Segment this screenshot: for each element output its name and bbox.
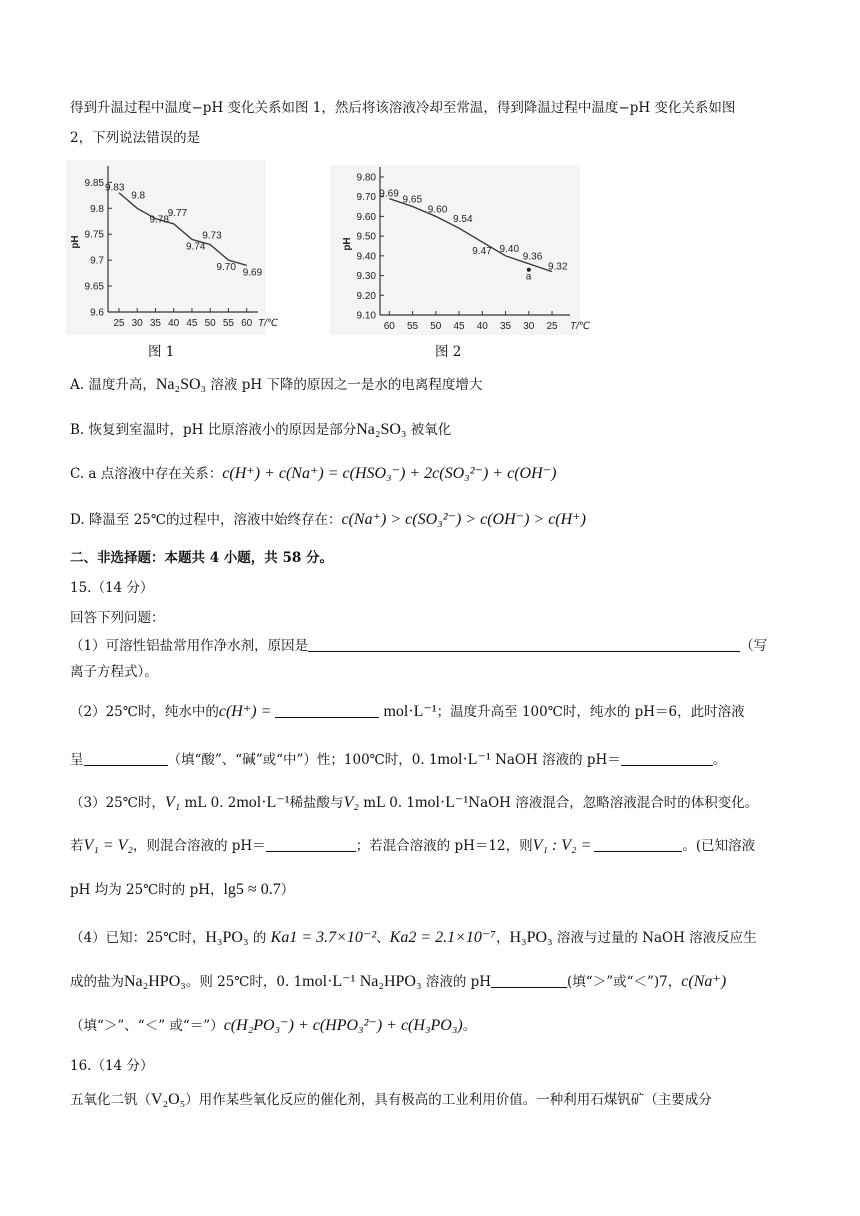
x-tick-label: 25 <box>546 321 558 332</box>
answer-blank-6[interactable] <box>594 837 682 852</box>
y-tick-label: 9.65 <box>84 281 104 293</box>
answer-blank-3[interactable] <box>84 751 168 766</box>
data-label: 9.40 <box>499 243 520 255</box>
y-tick-label: 9.40 <box>356 251 376 263</box>
x-tick-label: 50 <box>204 318 216 329</box>
option-a: A. 温度升高，Na₂SO₃ 溶液 pH 下降的原因之一是水的电离程度增大 <box>70 376 483 393</box>
q15-part1-cont: 离子方程式）。 <box>70 664 158 680</box>
data-label: 9.78 <box>149 214 169 226</box>
q15-part1: （1）可溶性铝盐常用作净水剂，原因是 （写 <box>70 638 768 654</box>
x-tick-label: 45 <box>453 321 465 332</box>
q15-part4-cont: 成的盐为Na₂HPO₃。则 25℃时，0. 1mol·L⁻¹ Na₂HPO₃ 溶液的 pH (填“＞”或“＜”)7，c(Na⁺) <box>70 973 727 990</box>
answer-blank-5[interactable] <box>266 837 356 852</box>
y-tick-label: 9.80 <box>356 172 376 184</box>
answer-blank-7[interactable] <box>491 973 567 988</box>
q15-part4-cont2: （填“＞”、“＜” 或“＝”）c(H₂PO₃⁻) + c(HPO₃²⁻) + c(H₃PO₃)。 <box>70 1017 477 1034</box>
x-tick-label: 50 <box>430 321 442 332</box>
x-tick-label: 30 <box>523 321 535 332</box>
answer-blank-2[interactable] <box>275 703 379 718</box>
x-tick-label: 55 <box>222 318 235 329</box>
y-tick-label: 9.30 <box>356 271 376 283</box>
q15-part3-cont: 若V₁ = V₂，则混合溶液的 pH＝ ；若混合溶液的 pH＝12，则V₁ : V₂ = 。(已知溶液 <box>70 837 756 854</box>
option-d: D. 降温至 25℃的过程中，溶液中始终存在：c(Na⁺) > c(SO₃²⁻) > c(OH⁻) > c(H⁺) <box>70 511 586 528</box>
section-2-title: 二、非选择题：本题共 4 小题，共 58 分。 <box>70 550 333 566</box>
data-label: 9.74 <box>185 241 206 253</box>
data-label: 9.70 <box>216 262 236 274</box>
y-tick-label: 9.8 <box>90 203 104 215</box>
data-label: 9.65 <box>402 194 423 206</box>
data-label: 9.36 <box>522 251 543 263</box>
data-label: 9.47 <box>472 246 492 258</box>
y-tick-label: 9.7 <box>90 255 104 267</box>
answer-blank-1[interactable] <box>308 637 740 652</box>
data-label: 9.77 <box>167 207 188 219</box>
x-axis-label: T/℃ <box>570 321 591 332</box>
q15-part2-cont: 呈 （填“酸”、“碱”或“中”）性；100℃时，0. 1mol·L⁻¹ NaOH 溶液的 pH＝ 。 <box>70 751 727 768</box>
x-tick-label: 35 <box>499 321 512 332</box>
y-tick-label: 9.20 <box>356 290 376 302</box>
q15-number: 15.（14 分） <box>70 580 154 596</box>
x-tick-label: 60 <box>383 321 395 332</box>
y-tick-label: 9.10 <box>356 310 376 322</box>
data-label: 9.83 <box>104 182 125 194</box>
x-tick-label: 45 <box>186 318 198 329</box>
answer-blank-4[interactable] <box>621 751 713 766</box>
data-label: 9.32 <box>548 261 568 273</box>
x-tick-label: 25 <box>113 318 125 329</box>
x-tick-label: 30 <box>131 318 143 329</box>
data-label: 9.54 <box>453 214 473 226</box>
y-axis-label: pH <box>342 237 353 251</box>
x-tick-label: 35 <box>149 318 162 329</box>
q15-part4: （4）已知：25℃时，H₃PO₃ 的 Ka1 = 3.7×10⁻²、Ka2 = 2.1×10⁻⁷，H₃PO₃ 溶液与过量的 NaOH 溶液反应生 <box>70 929 757 946</box>
data-label: 9.69 <box>242 267 263 279</box>
q15-prompt: 回答下列问题： <box>70 610 165 626</box>
y-tick-label: 9.75 <box>84 229 104 241</box>
option-b: B. 恢复到室温时，pH 比原溶液小的原因是部分Na₂SO₃ 被氧化 <box>70 421 452 438</box>
y-tick-label: 9.50 <box>356 231 376 243</box>
q16-line-1: 五氧化二钒（V₂O₅）用作某些氧化反应的催化剂，具有极高的工业利用价值。一种利用石煤钒矿（主要成分 <box>70 1091 712 1108</box>
data-label: 9.60 <box>427 204 448 216</box>
q15-part3-note: pH 均为 25℃时的 pH，lg5 ≈ 0.7） <box>70 881 295 898</box>
data-label: 9.73 <box>202 230 222 242</box>
y-axis-label: pH <box>70 235 81 249</box>
x-tick-label: 60 <box>241 318 253 329</box>
y-tick-label: 9.70 <box>356 192 376 204</box>
figure-2-chart <box>330 165 591 335</box>
point-a-label: a <box>525 271 532 283</box>
data-label: 9.69 <box>379 188 399 200</box>
intro-line-1: 得到升温过程中温度−pH 变化关系如图 1，然后将该溶液冷却至常温，得到降温过程中温度−pH 变化关系如图 <box>70 100 736 116</box>
x-tick-label: 55 <box>406 321 419 332</box>
intro-line-2: 2，下列说法错误的是 <box>70 130 201 146</box>
x-axis-label: T/℃ <box>258 318 279 329</box>
data-label: 9.8 <box>131 190 146 202</box>
x-tick-label: 40 <box>168 318 180 329</box>
q15-part2: （2）25℃时，纯水中的c(H⁺) = mol·L⁻¹；温度升高至 100℃时，纯水的 pH＝6，此时溶液 <box>70 703 745 720</box>
q16-number: 16.（14 分） <box>70 1058 154 1074</box>
figure-1-caption: 图 1 <box>148 344 175 360</box>
q15-part3: （3）25℃时，V₁ mL 0. 2mol·L⁻¹稀盐酸与V₂ mL 0. 1mol·L⁻¹NaOH 溶液混合，忽略溶液混合时的体积变化。 <box>70 794 759 811</box>
y-tick-label: 9.60 <box>356 211 376 223</box>
figure-2-caption: 图 2 <box>435 344 462 360</box>
x-tick-label: 40 <box>476 321 488 332</box>
y-tick-label: 9.6 <box>90 307 104 319</box>
y-tick-label: 9.85 <box>84 177 104 189</box>
option-c: C. a 点溶液中存在关系：c(H⁺) + c(Na⁺) = c(HSO₃⁻) + 2c(SO₃²⁻) + c(OH⁻) <box>70 465 557 482</box>
figure-1-chart <box>66 160 279 335</box>
